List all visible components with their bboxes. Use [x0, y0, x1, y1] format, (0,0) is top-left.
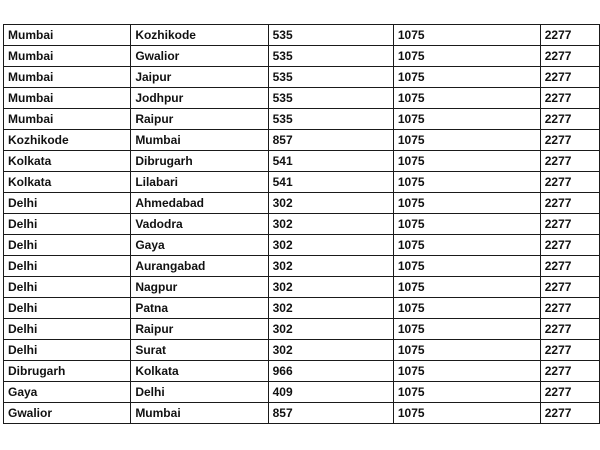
origin-cell: Gaya — [4, 382, 131, 403]
origin-cell: Mumbai — [4, 46, 131, 67]
value-cell: 2277 — [540, 151, 599, 172]
value-cell: 541 — [268, 172, 393, 193]
origin-cell: Delhi — [4, 340, 131, 361]
value-cell: 1075 — [393, 130, 540, 151]
table-row — [4, 67, 600, 88]
table-row — [4, 382, 600, 403]
destination-cell: Raipur — [131, 109, 268, 130]
value-cell: 1075 — [393, 109, 540, 130]
destination-cell: Dibrugarh — [131, 151, 268, 172]
table-row — [4, 361, 600, 382]
table-row — [4, 256, 600, 277]
origin-cell: Dibrugarh — [4, 361, 131, 382]
destination-cell: Gaya — [131, 235, 268, 256]
value-cell: 2277 — [540, 214, 599, 235]
origin-cell: Delhi — [4, 319, 131, 340]
destination-cell: Vadodra — [131, 214, 268, 235]
table-row — [4, 88, 600, 109]
value-cell: 1075 — [393, 67, 540, 88]
destination-cell: Nagpur — [131, 277, 268, 298]
value-cell: 2277 — [540, 298, 599, 319]
value-cell: 2277 — [540, 340, 599, 361]
destination-cell: Surat — [131, 340, 268, 361]
value-cell: 535 — [268, 109, 393, 130]
value-cell: 535 — [268, 67, 393, 88]
destination-cell: Patna — [131, 298, 268, 319]
value-cell: 409 — [268, 382, 393, 403]
table-row — [4, 193, 600, 214]
table-row — [4, 130, 600, 151]
value-cell: 302 — [268, 298, 393, 319]
table-row — [4, 172, 600, 193]
value-cell: 857 — [268, 403, 393, 424]
value-cell: 2277 — [540, 235, 599, 256]
value-cell: 302 — [268, 256, 393, 277]
origin-cell: Delhi — [4, 235, 131, 256]
value-cell: 2277 — [540, 46, 599, 67]
value-cell: 1075 — [393, 403, 540, 424]
value-cell: 302 — [268, 319, 393, 340]
value-cell: 1075 — [393, 214, 540, 235]
value-cell: 1075 — [393, 88, 540, 109]
value-cell: 1075 — [393, 340, 540, 361]
table-row — [4, 151, 600, 172]
value-cell: 302 — [268, 277, 393, 298]
value-cell: 1075 — [393, 151, 540, 172]
value-cell: 302 — [268, 235, 393, 256]
value-cell: 966 — [268, 361, 393, 382]
value-cell: 2277 — [540, 25, 599, 46]
destination-cell: Jodhpur — [131, 88, 268, 109]
value-cell: 1075 — [393, 277, 540, 298]
table-row — [4, 235, 600, 256]
value-cell: 2277 — [540, 382, 599, 403]
value-cell: 2277 — [540, 130, 599, 151]
value-cell: 535 — [268, 88, 393, 109]
table-row — [4, 109, 600, 130]
destination-cell: Kolkata — [131, 361, 268, 382]
table-row — [4, 403, 600, 424]
destination-cell: Jaipur — [131, 67, 268, 88]
destination-cell: Delhi — [131, 382, 268, 403]
fare-table-body — [4, 25, 600, 424]
origin-cell: Gwalior — [4, 403, 131, 424]
value-cell: 1075 — [393, 25, 540, 46]
value-cell: 2277 — [540, 67, 599, 88]
value-cell: 2277 — [540, 109, 599, 130]
value-cell: 1075 — [393, 256, 540, 277]
destination-cell: Lilabari — [131, 172, 268, 193]
table-row — [4, 214, 600, 235]
destination-cell: Kozhikode — [131, 25, 268, 46]
destination-cell: Raipur — [131, 319, 268, 340]
spreadsheet-region — [3, 24, 600, 424]
destination-cell: Aurangabad — [131, 256, 268, 277]
value-cell: 2277 — [540, 193, 599, 214]
origin-cell: Delhi — [4, 193, 131, 214]
value-cell: 2277 — [540, 172, 599, 193]
value-cell: 535 — [268, 46, 393, 67]
value-cell: 1075 — [393, 298, 540, 319]
value-cell: 2277 — [540, 361, 599, 382]
origin-cell: Mumbai — [4, 109, 131, 130]
origin-cell: Delhi — [4, 298, 131, 319]
value-cell: 1075 — [393, 235, 540, 256]
value-cell: 302 — [268, 214, 393, 235]
value-cell: 2277 — [540, 319, 599, 340]
value-cell: 302 — [268, 340, 393, 361]
table-row — [4, 340, 600, 361]
table-row — [4, 25, 600, 46]
value-cell: 2277 — [540, 403, 599, 424]
table-row — [4, 319, 600, 340]
origin-cell: Delhi — [4, 214, 131, 235]
value-cell: 2277 — [540, 277, 599, 298]
value-cell: 541 — [268, 151, 393, 172]
table-row — [4, 298, 600, 319]
value-cell: 535 — [268, 25, 393, 46]
value-cell: 2277 — [540, 256, 599, 277]
origin-cell: Mumbai — [4, 67, 131, 88]
value-cell: 1075 — [393, 46, 540, 67]
fare-table — [3, 24, 600, 424]
origin-cell: Kozhikode — [4, 130, 131, 151]
origin-cell: Delhi — [4, 256, 131, 277]
table-row — [4, 277, 600, 298]
origin-cell: Kolkata — [4, 151, 131, 172]
destination-cell: Mumbai — [131, 130, 268, 151]
value-cell: 302 — [268, 193, 393, 214]
value-cell: 1075 — [393, 319, 540, 340]
table-row — [4, 46, 600, 67]
value-cell: 1075 — [393, 193, 540, 214]
value-cell: 857 — [268, 130, 393, 151]
destination-cell: Mumbai — [131, 403, 268, 424]
destination-cell: Ahmedabad — [131, 193, 268, 214]
value-cell: 1075 — [393, 361, 540, 382]
origin-cell: Delhi — [4, 277, 131, 298]
value-cell: 2277 — [540, 88, 599, 109]
origin-cell: Mumbai — [4, 88, 131, 109]
destination-cell: Gwalior — [131, 46, 268, 67]
value-cell: 1075 — [393, 172, 540, 193]
value-cell: 1075 — [393, 382, 540, 403]
origin-cell: Kolkata — [4, 172, 131, 193]
origin-cell: Mumbai — [4, 25, 131, 46]
